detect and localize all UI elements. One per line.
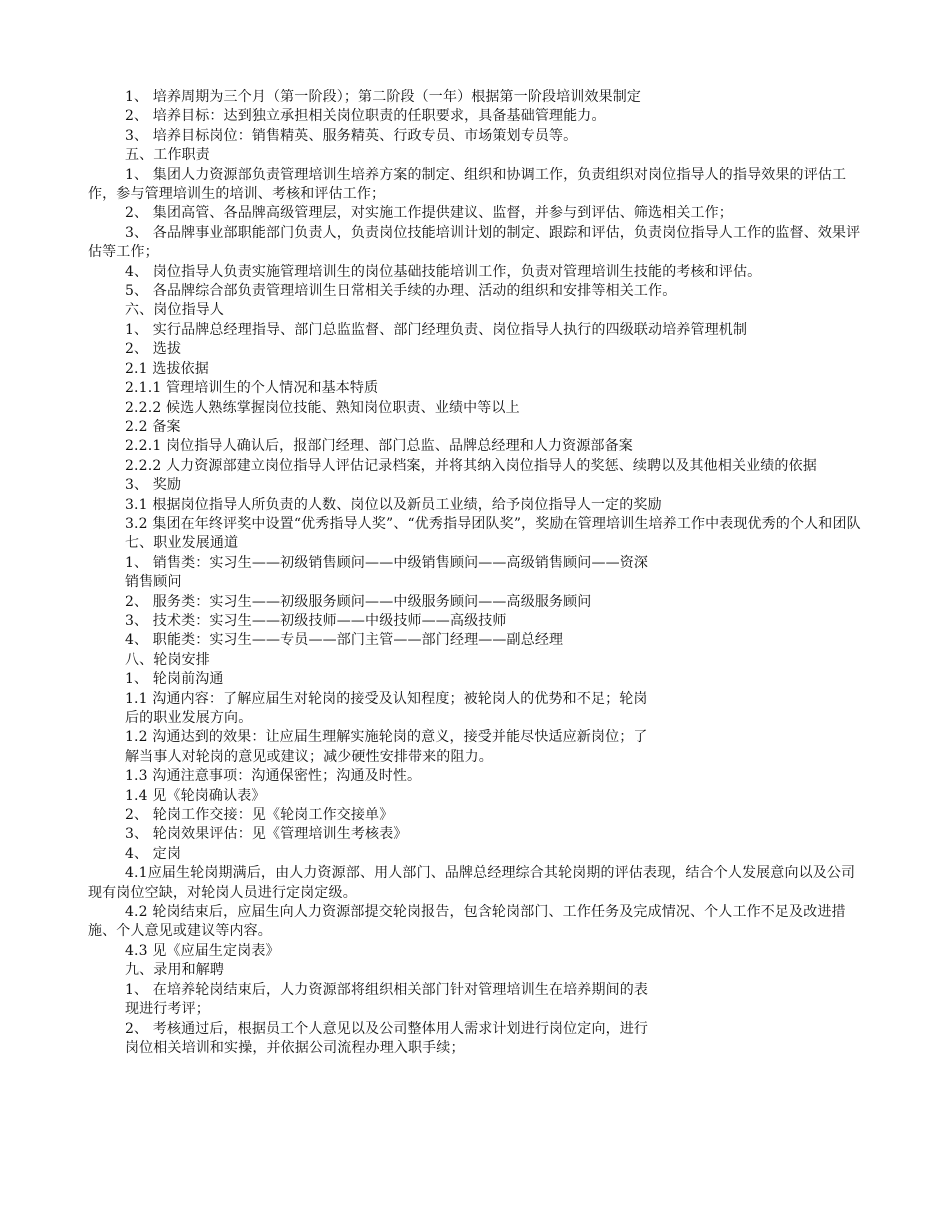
paragraph-line: 3.1 根据岗位指导人所负责的人数、岗位以及新员工业绩，给予岗位指导人一定的奖励 [125, 496, 662, 513]
paragraph-line: 1、 销售类：实习生——初级销售顾问——中级销售顾问——高级销售顾问——资深 [125, 554, 649, 571]
paragraph-line: 1.4 见《轮岗确认表》 [125, 787, 266, 804]
paragraph-line: 2、 考核通过后，根据员工个人意见以及公司整体用人需求计划进行岗位定向，进行 [125, 1020, 649, 1037]
paragraph-line: 2.2.1 岗位指导人确认后，报部门经理、部门总监、品牌总经理和人力资源部备案 [125, 438, 633, 455]
paragraph-line: 销售顾问 [125, 574, 182, 591]
paragraph-line: 岗位相关培训和实操，并依据公司流程办理入职手续； [125, 1039, 465, 1056]
paragraph-line: 4.1应届生轮岗期满后，由人力资源部、用人部门、品牌总经理综合其轮岗期的评估表现，结合个人发展意向以及公司现有岗位空缺，对轮岗人员进行定岗定级。 [88, 865, 856, 901]
paragraph-line: 5、 各品牌综合部负责管理培训生日常相关手续的办理、活动的组织和安排等相关工作。 [125, 283, 677, 300]
paragraph-line: 4、 职能类：实习生——专员——部门主管——部门经理——副总经理 [125, 632, 564, 649]
paragraph-line: 五、工作职责 [125, 147, 210, 164]
paragraph-line: 1、 实行品牌总经理指导、部门总监监督、部门经理负责、岗位指导人执行的四级联动培养管理机制 [125, 321, 748, 338]
paragraph-line: 3、 轮岗效果评估：见《管理培训生考核表》 [125, 826, 408, 843]
paragraph-line: 4、 岗位指导人负责实施管理培训生的岗位基础技能培训工作，负责对管理培训生技能的考核和评估。 [125, 263, 762, 280]
document-body [88, 88, 863, 1058]
paragraph-line: 八、轮岗安排 [125, 651, 210, 668]
paragraph-line: 1、 培养周期为三个月（第一阶段）；第二阶段（一年）根据第一阶段培训效果制定 [125, 89, 642, 105]
paragraph-line: 4、 定岗 [125, 845, 182, 862]
paragraph-line: 3、 培养目标岗位：销售精英、服务精英、行政专员、市场策划专员等。 [125, 127, 578, 144]
paragraph-line: 2.2.2 人力资源部建立岗位指导人评估记录档案，并将其纳入岗位指导人的奖惩、续聘以及其他相关业绩的依据 [125, 457, 817, 474]
paragraph-line: 七、职业发展通道 [125, 535, 239, 552]
paragraph-line: 2、 集团高管、各品牌高级管理层，对实施工作提供建议、监督，并参与到评估、筛选相关工作； [125, 205, 733, 222]
paragraph-line: 1、 集团人力资源部负责管理培训生培养方案的制定、组织和协调工作，负责组织对岗位指导人的指导效果的评估工作，参与管理培训生的培训、考核和评估工作； [88, 166, 847, 203]
paragraph-line: 3、 奖励 [125, 477, 182, 494]
paragraph-line: 1.2 沟通达到的效果：让应届生理解实施轮岗的意义，接受并能尽快适应新岗位；了 [125, 729, 648, 746]
paragraph-line: 3、 技术类：实习生——初级技师——中级技师——高级技师 [125, 612, 507, 629]
paragraph-line: 2、 培养目标：达到独立承担相关岗位职责的任职要求，具备基础管理能力。 [125, 108, 606, 125]
paragraph-line: 1、 在培养轮岗结束后，人力资源部将组织相关部门针对管理培训生在培养期间的表 [125, 981, 649, 998]
paragraph-line: 3.2 集团在年终评奖中设置“优秀指导人奖”、“优秀指导团队奖”，奖励在管理培训生培养工作中表现优秀的个人和团队 [125, 515, 861, 532]
paragraph-line: 1.1 沟通内容：了解应届生对轮岗的接受及认知程度；被轮岗人的优势和不足；轮岗 [125, 690, 648, 707]
paragraph-line: 3、 各品牌事业部职能部门负责人，负责岗位技能培训计划的制定、跟踪和评估，负责岗位指导人工作的监督、效果评估等工作； [88, 224, 861, 261]
paragraph-line: 九、录用和解聘 [125, 962, 225, 979]
paragraph-line: 2.1 选拔依据 [125, 360, 209, 377]
paragraph-line: 2、 轮岗工作交接：见《轮岗工作交接单》 [125, 807, 394, 824]
paragraph-line: 1、 轮岗前沟通 [125, 671, 224, 688]
paragraph-line: 2.2.2 候选人熟练掌握岗位技能、熟知岗位职责、业绩中等以上 [125, 399, 520, 416]
paragraph-line: 1.3 沟通注意事项：沟通保密性；沟通及时性。 [125, 768, 422, 785]
paragraph-line: 现进行考评； [125, 1001, 210, 1018]
paragraph-line: 2.2 备案 [125, 418, 181, 435]
paragraph-line: 2、 选拔 [125, 341, 182, 358]
paragraph-line: 4.3 见《应届生定岗表》 [125, 942, 280, 959]
paragraph-line: 2.1.1 管理培训生的个人情况和基本特质 [125, 380, 379, 397]
paragraph-line: 后的职业发展方向。 [125, 710, 253, 726]
paragraph-line: 4.2 轮岗结束后，应届生向人力资源部提交轮岗报告，包含轮岗部门、工作任务及完成情况、个人工作不足及改进措施、个人意见或建议等内容。 [88, 904, 846, 940]
paragraph-line: 2、 服务类：实习生——初级服务顾问——中级服务顾问——高级服务顾问 [125, 593, 592, 610]
paragraph-line: 解当事人对轮岗的意见或建议；减少硬性安排带来的阻力。 [125, 748, 493, 765]
paragraph-line: 六、岗位指导人 [125, 302, 225, 319]
